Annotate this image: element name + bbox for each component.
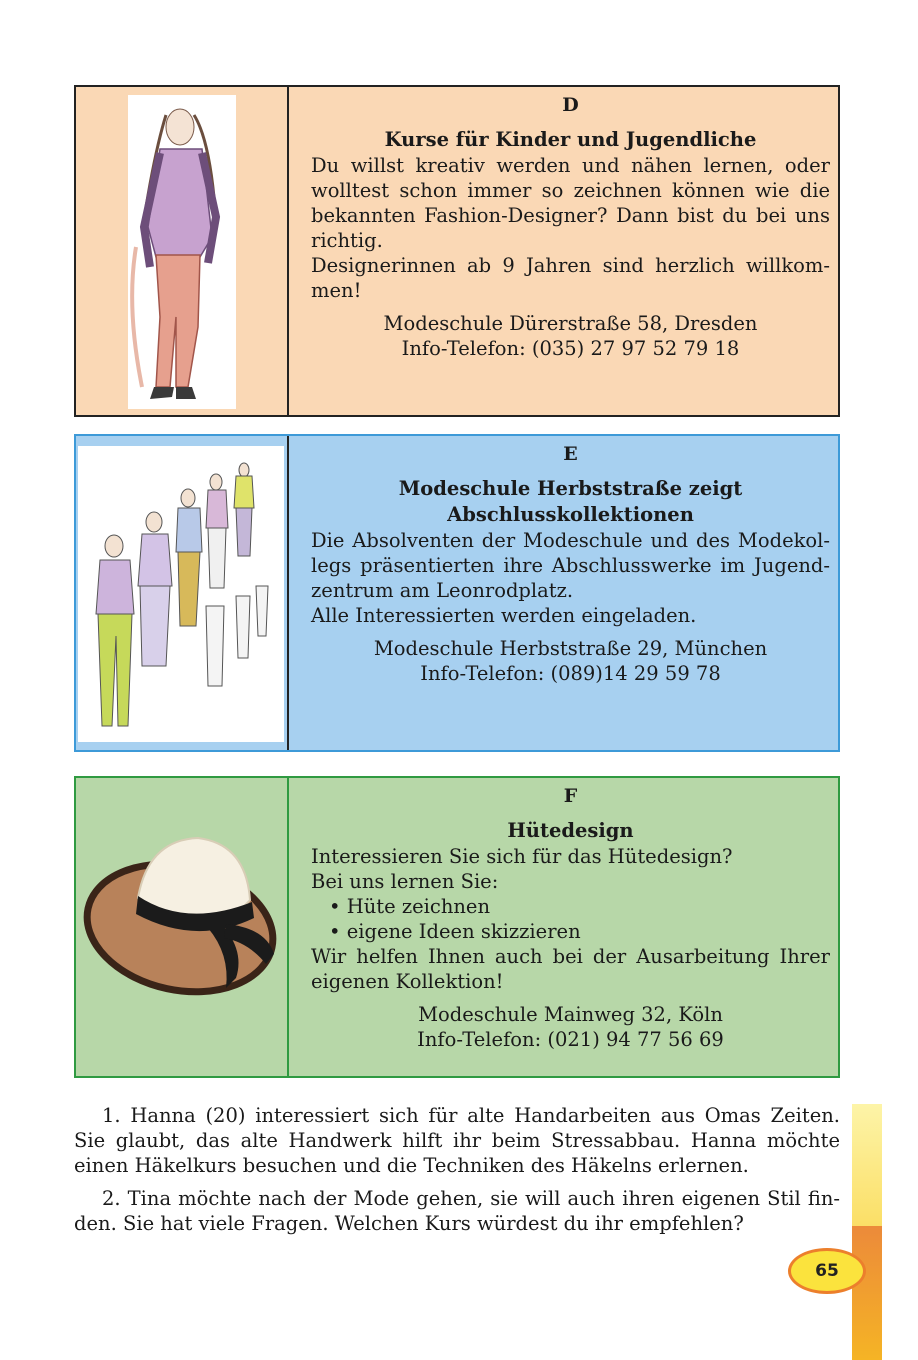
card-e-image (76, 436, 289, 750)
card-title-line: Modeschule Herbststraße zeigt (398, 477, 743, 500)
card-phone: Info-Telefon: (035) 27 97 52 79 18 (401, 337, 740, 360)
card-title: Hütedesign (507, 819, 634, 842)
card-letter: E (563, 443, 578, 465)
card-d (74, 85, 840, 417)
card-d-image (76, 87, 289, 415)
bullet-list (311, 894, 830, 944)
card-f (74, 776, 840, 1078)
page-edge-accent (852, 1226, 882, 1360)
card-address-block (311, 636, 830, 686)
fashion-model-sketch-icon (76, 87, 287, 415)
card-paragraph: Die Absolventen der Modeschule und des Modekol-legs präsentierten ihre Abschlusswerke im Jugend-zentrum am Leonrodplatz. (311, 529, 830, 602)
card-paragraph: Interessieren Sie sich für das Hütedesign? (311, 845, 733, 868)
card-paragraph: Du willst kreativ werden und nähen lernen, oder wolltest schon immer so zeichnen können wie die bekannten Fashion-Designer? Dann bist du bei uns richtig. (311, 154, 830, 252)
card-phone: Info-Telefon: (089)14 29 59 78 (420, 662, 721, 685)
card-e (74, 434, 840, 752)
card-letter: D (562, 94, 579, 116)
card-title (311, 476, 830, 528)
task-list (74, 1103, 840, 1244)
list-item: • eigene Ideen skizzieren (329, 919, 830, 944)
card-f-image (76, 778, 289, 1076)
card-paragraph: Bei uns lernen Sie: (311, 870, 499, 893)
card-address: Modeschule Mainweg 32, Köln (418, 1003, 723, 1026)
list-item: • Hüte zeichnen (329, 894, 830, 919)
card-address-block (311, 1002, 830, 1052)
card-phone: Info-Telefon: (021) 94 77 56 69 (417, 1028, 724, 1051)
page-number: 65 (788, 1248, 866, 1294)
task-item: 1. Hanna (20) interessiert sich für alte Handarbeiten aus Omas Zeiten. Sie glaubt, das alte Handwerk hilft ihr beim Stressabbau. Hanna möchte einen Häkelkurs besuchen und die Techniken des Häkelns erlernen. (74, 1104, 840, 1177)
card-title-line: Abschlusskollektionen (447, 503, 694, 526)
card-paragraph: Designerinnen ab 9 Jahren sind herzlich willkom-men! (311, 254, 830, 302)
runway-models-sketch-icon (76, 436, 287, 750)
card-letter: F (563, 785, 578, 807)
card-body (311, 844, 830, 994)
card-body (311, 153, 830, 303)
task-item: 2. Tina möchte nach der Mode gehen, sie will auch ihren eigenen Stil fin-den. Sie hat viele Fragen. Welchen Kurs würdest du ihr empfehlen? (74, 1187, 840, 1235)
card-body (311, 528, 830, 628)
card-title: Kurse für Kinder und Jugendliche (384, 128, 757, 151)
card-paragraph: Wir helfen Ihnen auch bei der Ausarbeitung Ihrer eigenen Kollektion! (311, 945, 830, 993)
card-paragraph: Alle Interessierten werden eingeladen. (311, 604, 697, 627)
card-address-block (311, 311, 830, 361)
sun-hat-icon (76, 778, 287, 1076)
card-address: Modeschule Herbststraße 29, München (373, 637, 768, 660)
card-address: Modeschule Dürerstraße 58, Dresden (383, 312, 758, 335)
